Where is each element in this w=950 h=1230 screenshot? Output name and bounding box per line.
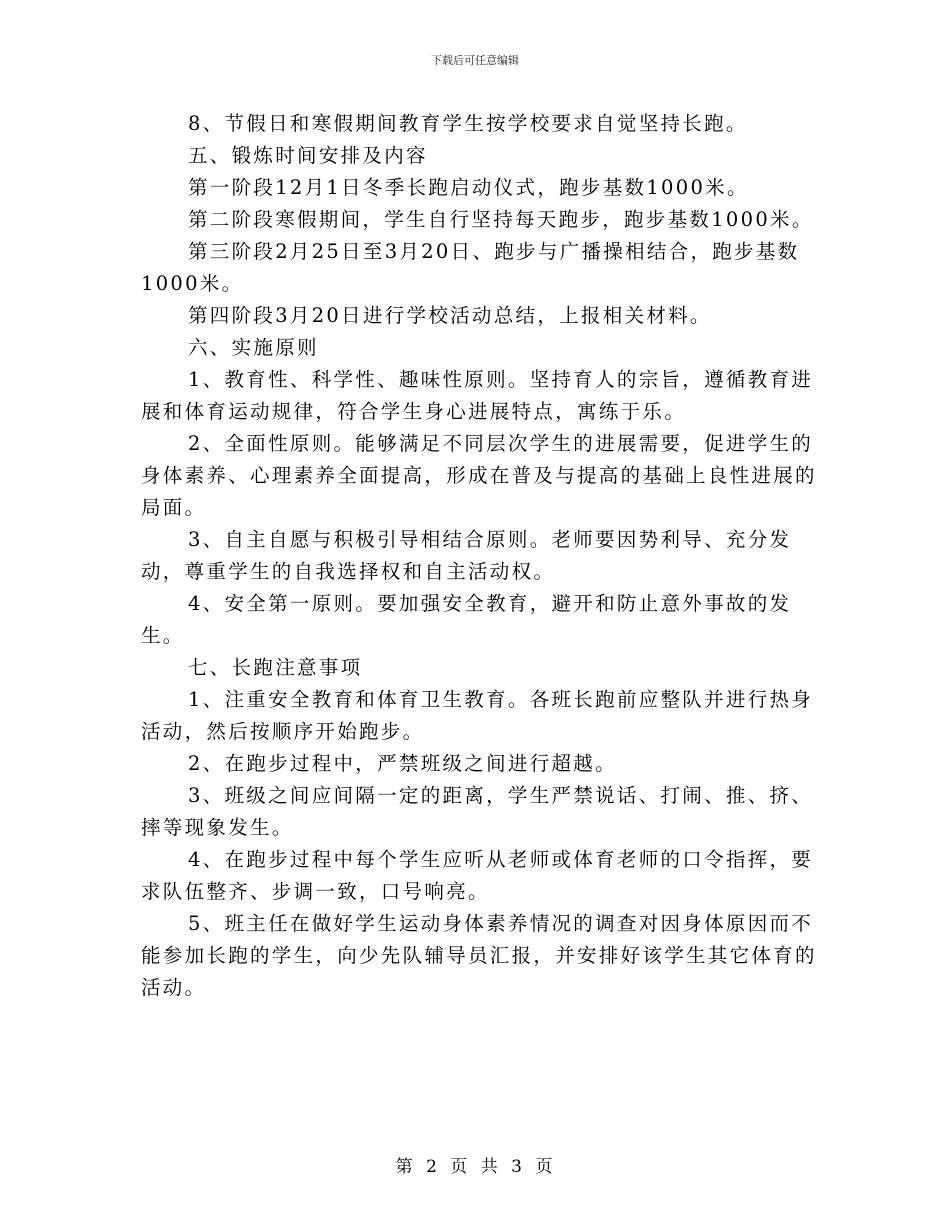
document-body: [141, 108, 825, 1004]
paragraph: 8、节假日和寒假期间教育学生按学校要求自觉坚持长跑。: [188, 112, 748, 135]
section-heading: 七、长跑注意事项: [188, 656, 363, 679]
paragraph: 4、安全第一原则。要加强安全教育，避开和防止意外事故的发生。: [141, 592, 792, 647]
paragraph: 第四阶段3月20日进行学校活动总结，上报相关材料。: [188, 304, 712, 327]
paragraph: 3、班级之间应间隔一定的距离，学生严禁说话、打闹、推、挤、摔等现象发生。: [141, 784, 814, 839]
section-heading: 五、锻炼时间安排及内容: [188, 144, 428, 167]
paragraph: 1、注重安全教育和体育卫生教育。各班长跑前应整队并进行热身活动，然后按顺序开始跑步。: [141, 688, 814, 743]
paragraph: 第二阶段寒假期间，学生自行坚持每天跑步，跑步基数1000米。: [188, 208, 814, 231]
paragraph: 第三阶段2月25日至3月20日、跑步与广播操相结合，跑步基数1000米。: [141, 240, 800, 295]
paragraph: 4、在跑步过程中每个学生应听从老师或体育老师的口令指挥，要求队伍整齐、步调一致，口号响亮。: [141, 848, 814, 903]
page-header: 下载后可任意编辑: [431, 54, 519, 67]
paragraph: 1、教育性、科学性、趣味性原则。坚持育人的宗旨，遵循教育进展和体育运动规律，符合学生身心进展特点，寓练于乐。: [141, 368, 814, 423]
paragraph: 5、班主任在做好学生运动身体素养情况的调查对因身体原因而不能参加长跑的学生，向少先队辅导员汇报，并安排好该学生其它体育的活动。: [141, 912, 817, 999]
page-number: 第 2 页 共 3 页: [395, 1157, 555, 1177]
section-heading: 六、实施原则: [188, 336, 319, 359]
paragraph: 3、自主自愿与积极引导相结合原则。老师要因势利导、充分发动，尊重学生的自我选择权和自主活动权。: [141, 528, 792, 583]
paragraph: 2、全面性原则。能够满足不同层次学生的进展需要，促进学生的身体素养、心理素养全面提高，形成在普及与提高的基础上良性进展的局面。: [141, 432, 817, 519]
paragraph: 第一阶段12月1日冬季长跑启动仪式，跑步基数1000米。: [188, 176, 749, 199]
paragraph: 2、在跑步过程中，严禁班级之间进行超越。: [188, 752, 617, 775]
